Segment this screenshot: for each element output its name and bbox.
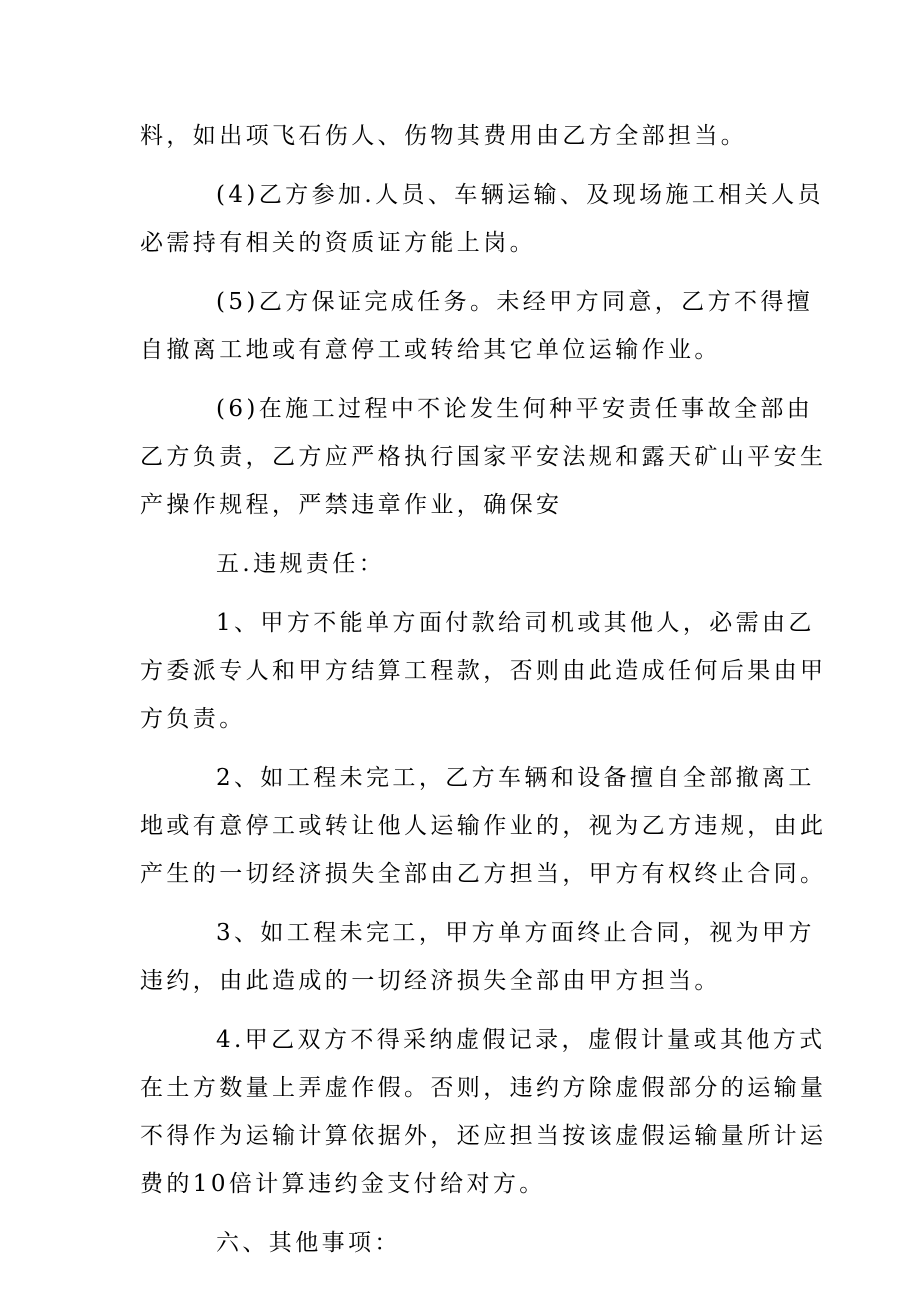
text-line: (4)乙方参加.人员、车辆运输、及现场施工相关人员 — [216, 182, 824, 208]
text-line: 五.违规责任： — [216, 551, 386, 577]
text-line: 六、其他事项： — [216, 1230, 401, 1256]
text-line: (6)在施工过程中不论发生何种平安责任事故全部由 — [216, 396, 814, 422]
paragraph-clause-5 — [140, 278, 814, 374]
text-line: 料，如出项飞石伤人、伤物其费用由乙方全部担当。 — [140, 123, 748, 149]
paragraph-liability-3 — [140, 909, 815, 1005]
paragraph-clause-4 — [140, 171, 824, 267]
text-line: 地或有意停工或转让他人运输作业的，视为乙方违规，由此 — [140, 813, 827, 839]
text-line: 产操作规程，严禁违章作业，确保安 — [140, 492, 563, 518]
text-line: 乙方负责，乙方应严格执行国家平安法规和露天矿山平安生 — [140, 444, 827, 470]
section-heading-violation-liability — [140, 540, 800, 588]
paragraph-liability-1 — [140, 599, 827, 743]
text-line: 不得作为运输计算依据外，还应担当按该虚假运输量所计运 — [140, 1123, 827, 1149]
paragraph-liability-4 — [140, 1016, 827, 1208]
text-line: 必需持有相关的资质证方能上岗。 — [140, 230, 536, 256]
document-body — [140, 112, 827, 1278]
text-line: 方委派专人和甲方结算工程款，否则由此造成任何后果由甲 — [140, 658, 827, 684]
text-line: 4.甲乙双方不得采纳虚假记录，虚假计量或其他方式 — [216, 1027, 826, 1053]
paragraph-continuation — [140, 112, 800, 160]
text-line: 费的10倍计算违约金支付给对方。 — [140, 1171, 546, 1197]
paragraph-liability-2 — [140, 754, 827, 898]
text-line: (5)乙方保证完成任务。未经甲方同意，乙方不得擅 — [216, 289, 814, 315]
paragraph-clause-6 — [140, 385, 827, 529]
section-heading-other-matters — [140, 1219, 800, 1267]
text-line: 3、如工程未完工，甲方单方面终止合同，视为甲方 — [216, 920, 815, 946]
text-line: 违约，由此造成的一切经济损失全部由甲方担当。 — [140, 968, 721, 994]
text-line: 产生的一切经济损失全部由乙方担当，甲方有权终止合同。 — [140, 861, 827, 887]
text-line: 2、如工程未完工，乙方车辆和设备擅自全部撤离工 — [216, 765, 815, 791]
text-line: 1、甲方不能单方面付款给司机或其他人，必需由乙 — [216, 610, 815, 636]
text-line: 在土方数量上弄虚作假。否则，违约方除虚假部分的运输量 — [140, 1075, 827, 1101]
text-line: 方负责。 — [140, 706, 246, 732]
text-line: 自撤离工地或有意停工或转给其它单位运输作业。 — [140, 337, 721, 363]
